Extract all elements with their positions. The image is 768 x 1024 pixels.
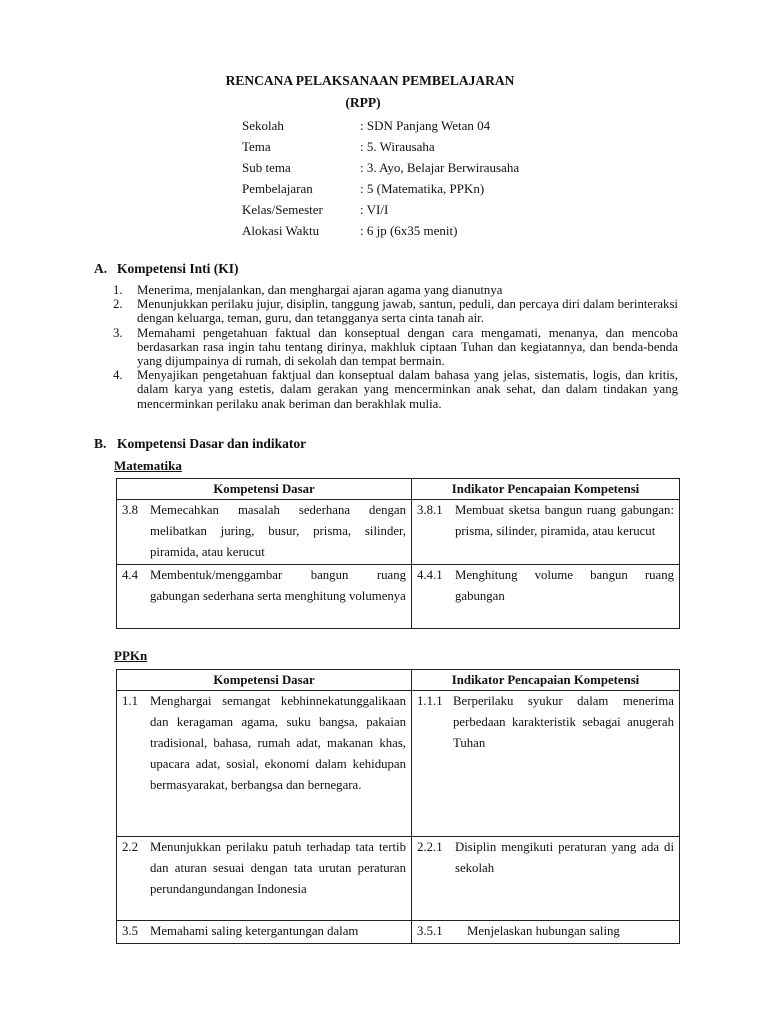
kd-cell bbox=[117, 921, 412, 944]
indicator-cell bbox=[412, 500, 680, 565]
indicator-cell bbox=[412, 921, 680, 944]
list-text: Menyajikan pengetahuan faktjual dan konseptual dalam bahasa yang jelas, sistematis, logis, dan kritis, dalam karya yang estetis, dalam gerakan yang mencerminkan anak sehat, dan dalam tindakan yang mencerminkan perilaku anak beriman dan berakhlak mulia. bbox=[137, 368, 678, 411]
list-number: 4. bbox=[113, 368, 123, 383]
info-value: : 6 jp (6x35 menit) bbox=[360, 223, 458, 238]
table-row bbox=[117, 921, 680, 944]
kd-code: 3.8 bbox=[122, 503, 138, 517]
kd-code: 4.4 bbox=[122, 568, 138, 582]
info-label: Tema bbox=[242, 139, 271, 154]
kd-cell bbox=[117, 837, 412, 921]
kd-text: Memecahkan masalah sederhana dengan melibatkan juring, busur, prisma, silinder, piramida, atau kerucut bbox=[150, 503, 406, 559]
info-label: Sekolah bbox=[242, 118, 284, 133]
kd-cell bbox=[117, 500, 412, 565]
table-row bbox=[117, 500, 680, 565]
info-block bbox=[242, 115, 519, 241]
info-row-tema bbox=[242, 136, 519, 157]
indicator-code: 1.1.1 bbox=[417, 694, 443, 708]
info-label: Alokasi Waktu bbox=[242, 223, 320, 238]
column-header: Indikator Pencapaian Kompetensi bbox=[412, 670, 680, 691]
kd-cell bbox=[117, 691, 412, 837]
table-row bbox=[117, 565, 680, 629]
kd-code: 3.5 bbox=[122, 924, 138, 938]
column-header: Kompetensi Dasar bbox=[117, 670, 412, 691]
table-header-row bbox=[117, 670, 680, 691]
list-number: 3. bbox=[113, 325, 123, 340]
indicator-text: Menjelaskan hubungan saling bbox=[467, 924, 620, 938]
info-row-kelas bbox=[242, 199, 519, 220]
indicator-code: 2.2.1 bbox=[417, 840, 443, 854]
indicator-cell bbox=[412, 565, 680, 629]
list-number: 2. bbox=[113, 297, 123, 312]
indicator-cell bbox=[412, 837, 680, 921]
indicator-code: 3.5.1 bbox=[417, 924, 443, 938]
list-text: Menunjukkan perilaku jujur, disiplin, tanggung jawab, santun, peduli, dan percaya diri dalam berinteraksi dengan keluarga, teman, guru, dan tetangganya serta cinta tanah air. bbox=[137, 297, 678, 326]
indicator-text: Disiplin mengikuti peraturan yang ada di sekolah bbox=[455, 840, 674, 875]
section-title: Kompetensi Inti (KI) bbox=[117, 261, 239, 276]
indicator-text: Berperilaku syukur dalam menerima perbedaan karakteristik sebagai anugerah Tuhan bbox=[453, 694, 674, 750]
info-value: : VI/I bbox=[360, 202, 389, 217]
subject-ppkn: PPKn bbox=[114, 648, 148, 663]
section-title: Kompetensi Dasar dan indikator bbox=[117, 436, 307, 451]
info-value: : 5 (Matematika, PPKn) bbox=[360, 181, 485, 196]
table-header-row bbox=[117, 479, 680, 500]
kd-text: Menghargai semangat kebhinnekatunggalikaan dan keragaman agama, suku bangsa, pakaian tradisional, bahasa, rumah adat, makanan khas, upacara adat, sosial, ekonomi dalam kehidupan bermasyarakat, berbangsa dan bernegara. bbox=[150, 694, 406, 792]
matematika-table bbox=[116, 478, 680, 629]
info-row-sekolah bbox=[242, 115, 519, 136]
indicator-text: Menghitung volume bangun ruang gabungan bbox=[455, 568, 674, 603]
page-subtitle: (RPP) bbox=[345, 95, 381, 110]
section-a-heading bbox=[94, 261, 239, 277]
indicator-cell bbox=[412, 691, 680, 837]
list-text: Memahami pengetahuan faktual dan konseptual dengan cara mengamati, menanya, dan mencoba berdasarkan rasa ingin tahu tentang dirinya, makhluk ciptaan Tuhan dan kegiatannya, dan benda-benda yang dijumpainya di rumah, di sekolah dan tempat bermain. bbox=[137, 325, 678, 369]
table-row bbox=[117, 691, 680, 837]
column-header: Kompetensi Dasar bbox=[117, 479, 412, 500]
indicator-code: 4.4.1 bbox=[417, 568, 443, 582]
info-row-pembelajaran bbox=[242, 178, 519, 199]
section-letter: B. bbox=[94, 436, 107, 451]
info-value: : 3. Ayo, Belajar Berwirausaha bbox=[360, 160, 520, 175]
info-value: : SDN Panjang Wetan 04 bbox=[360, 118, 491, 133]
kd-text: Membentuk/menggambar bangun ruang gabungan sederhana serta menghitung volumenya bbox=[150, 568, 406, 603]
info-label: Pembelajaran bbox=[242, 181, 313, 196]
kd-code: 1.1 bbox=[122, 694, 138, 708]
subject-matematika: Matematika bbox=[114, 458, 182, 473]
page-title: RENCANA PELAKSANAAN PEMBELAJARAN bbox=[225, 73, 515, 88]
list-item bbox=[113, 326, 678, 369]
info-label: Sub tema bbox=[242, 160, 291, 175]
kd-text: Menunjukkan perilaku patuh terhadap tata tertib dan aturan sesuai dengan tata urutan peraturan perundangundangan Indonesia bbox=[150, 840, 406, 896]
section-b-heading bbox=[94, 436, 306, 452]
indicator-text: Membuat sketsa bangun ruang gabungan: prisma, silinder, piramida, atau kerucut bbox=[455, 503, 674, 538]
ki-list bbox=[113, 283, 678, 411]
list-number: 1. bbox=[113, 283, 123, 297]
kd-cell bbox=[117, 565, 412, 629]
indicator-code: 3.8.1 bbox=[417, 503, 443, 517]
list-text: Menerima, menjalankan, dan menghargai ajaran agama yang dianutnya bbox=[137, 283, 503, 297]
info-value: : 5. Wirausaha bbox=[360, 139, 435, 154]
kd-text: Memahami saling ketergantungan dalam bbox=[150, 924, 359, 938]
info-row-subtema bbox=[242, 157, 519, 178]
info-row-alokasi bbox=[242, 220, 519, 241]
ppkn-table bbox=[116, 669, 680, 944]
column-header: Indikator Pencapaian Kompetensi bbox=[412, 479, 680, 500]
list-item bbox=[113, 297, 678, 325]
list-item bbox=[113, 283, 678, 297]
kd-code: 2.2 bbox=[122, 840, 138, 854]
info-label: Kelas/Semester bbox=[242, 202, 323, 217]
table-row bbox=[117, 837, 680, 921]
section-letter: A. bbox=[94, 261, 108, 276]
list-item bbox=[113, 368, 678, 411]
